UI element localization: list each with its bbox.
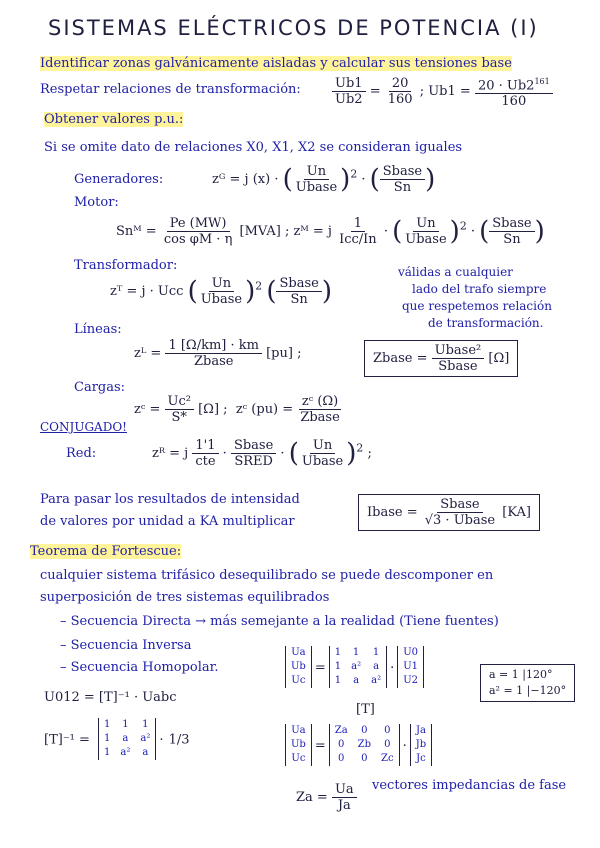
teorema-heading: Teorema de Fortescue: [30, 544, 182, 559]
red-eq: zᴿ = j $\frac{1'1}{\text{cte}}$ · $\frac{\text{Sbase}}{\text{SRED}}$ · ( $\frac{Un}{\text{Ubase}}$ )$^2$ ; [152, 438, 372, 469]
page-title: SISTEMAS ELÉCTRICOS DE POTENCIA (I) [48, 16, 539, 40]
generadores-eq: zᴳ = j (x) · ( $\frac{Un}{\text{Ubase}}$ )$^2$ · ( $\frac{\text{Sbase}}{Sn}$ ) [212, 164, 436, 195]
t-label: [T] [356, 702, 375, 717]
za-note: vectores impedancias de fase [372, 778, 567, 793]
t-inverse-eq: [T]⁻¹ = 1 1 1 1 a a² 1 a² a · 1/3 [44, 719, 190, 758]
motor-eq: Snᴹ = $\frac{Pe (MW)}{\text{cos φM · η}}$ [MVA] ; zᴹ = j $\frac{1}{\text{Icc/In}}$ · ( $\frac{Un}{\text{Ubase}}$ )$^2$ · ( $\frac{\text{Sbase}}{Sn}$ ) [116, 216, 545, 247]
cargas-eq: zᶜ = $\frac{\text{Uc²}}{S*}$ [Ω] ; zᶜ (pu) = $\frac{\text{zᶜ (Ω)}}{\text{Zbase}}$ [134, 394, 340, 425]
red-label: Red: [66, 446, 97, 461]
fortescue-line-1: cualquier sistema trifásico desequilibrado se puede descomponer en [40, 568, 494, 583]
obtener-pu: Obtener valores p.u.: [44, 112, 184, 127]
transformador-note: válidas a cualquier lado del trafo siempre que respetemos relación de transformación. [398, 265, 552, 330]
omit-note: Si se omite dato de relaciones X0, X1, X2 se consideran iguales [44, 140, 463, 155]
secuencia-homopolar: – Secuencia Homopolar. [60, 660, 219, 675]
transform-ratio-eq: $\frac{Ub1}{Ub2}$ = $\frac{20}{160}$ ; Ub1 = $\frac{20 \cdot Ub2^{161}}{160}$ [332, 74, 553, 109]
u012-eq: U012 = [T]⁻¹ · Uabc [44, 690, 177, 705]
secuencia-directa: – Secuencia Directa → más semejante a la realidad (Tiene fuentes) [60, 614, 499, 629]
a-definition-box: a = 1 |120° a² = 1 |−120° [480, 664, 575, 702]
intro-line-1: Identificar zonas galvánicamente aisladas y calcular sus tensiones base [40, 56, 512, 71]
cargas-label: Cargas: [74, 380, 126, 395]
lineas-label: Líneas: [74, 322, 122, 337]
impedance-matrix-eq: Ua Ub Uc = Za 0 0 0 Zb 0 0 0 Zc · Ja Jb Jc [282, 724, 435, 766]
paso-line-2: de valores por unidad a KA multiplicar [40, 514, 295, 529]
secuencia-inversa: – Secuencia Inversa [60, 638, 192, 653]
za-eq: Za = $\frac{Ua}{Ja}$ [296, 782, 357, 813]
fortescue-matrix-eq: Ua Ub Uc = 1 1 1 1 a² a 1 a a² · U0 U1 U2 [282, 646, 427, 688]
motor-label: Motor: [74, 195, 119, 210]
paso-line-1: Para pasar los resultados de intensidad [40, 492, 300, 507]
intro-line-2: Respetar relaciones de transformación: [40, 82, 301, 97]
conjugado-note: CONJUGADO! [40, 420, 127, 434]
lineas-eq: zᴸ = $\frac{1 [\Omega/km] \cdot km}{\text{Zbase}}$ [pu] ; [134, 338, 302, 369]
zbase-box: Zbase = $\frac{\text{Ubase²}}{\text{Sbase}}$ [Ω] [364, 340, 518, 377]
ibase-box: Ibase = $\frac{\text{Sbase}}{\text{√3 · Ubase}}$ [KA] [358, 494, 540, 531]
fortescue-line-2: superposición de tres sistemas equilibrados [40, 590, 330, 605]
transformador-eq: zᵀ = j · Ucc ( $\frac{Un}{\text{Ubase}}$ )$^2$ ( $\frac{\text{Sbase}}{Sn}$ ) [110, 276, 332, 307]
transformador-label: Transformador: [74, 258, 178, 273]
generadores-label: Generadores: [74, 172, 164, 187]
